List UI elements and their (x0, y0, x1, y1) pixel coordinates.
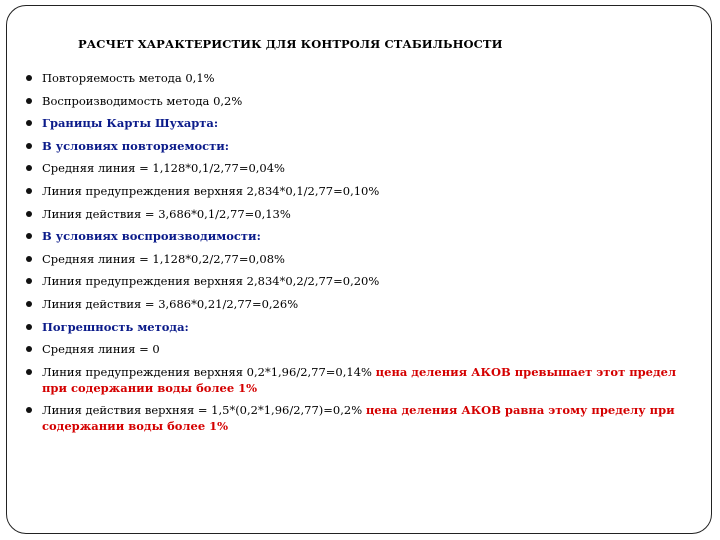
bullet-icon (26, 143, 32, 149)
bullet-text: Средняя линия = 1,128*0,2/2,77=0,08% (42, 251, 285, 266)
bullet-icon (26, 120, 32, 126)
list-item (24, 319, 692, 335)
list-item (24, 402, 692, 434)
bullet-icon (26, 369, 32, 375)
list-item (24, 364, 692, 396)
bullet-list (24, 70, 692, 441)
bullet-text: Средняя линия = 0 (42, 342, 160, 357)
list-item (24, 273, 692, 289)
list-item (24, 93, 692, 109)
bullet-icon (26, 233, 32, 239)
bullet-icon (26, 346, 32, 352)
bullet-text: Линия действия верхняя = 1,5*(0,2*1,96/2,77)=0,2% (42, 403, 363, 418)
bullet-text: Линия действия = 3,686*0,1/2,77=0,13% (42, 206, 291, 221)
list-item (24, 70, 692, 86)
list-item (24, 206, 692, 222)
bullet-text: Повторяемость метода 0,1% (42, 71, 215, 85)
bullet-text: Линия действия = 3,686*0,21/2,77=0,26% (42, 296, 299, 311)
bullet-text: Линия предупреждения верхняя 0,2*1,96/2,77=0,14% (42, 364, 372, 379)
list-item (24, 296, 692, 312)
bullet-note: цена деления АКОВ равна этому пределу при содержании воды более 1% (42, 403, 675, 434)
bullet-icon (26, 165, 32, 171)
list-item (24, 160, 692, 176)
bullet-icon (26, 301, 32, 307)
bullet-text: Линия предупреждения верхняя 2,834*0,1/2,77=0,10% (42, 183, 380, 198)
list-item (24, 251, 692, 267)
list-item (24, 341, 692, 357)
bullet-icon (26, 324, 32, 330)
bullet-text: Границы Карты Шухарта: (42, 116, 219, 131)
bullet-icon (26, 75, 32, 81)
bullet-icon (26, 211, 32, 217)
bullet-icon (26, 278, 32, 284)
list-item (24, 115, 692, 131)
bullet-text: Средняя линия = 1,128*0,1/2,77=0,04% (42, 161, 285, 176)
bullet-icon (26, 98, 32, 104)
bullet-icon (26, 188, 32, 194)
bullet-note: цена деления АКОВ превышает этот предел при содержании воды более 1% (42, 364, 677, 395)
bullet-icon (26, 407, 32, 413)
list-item (24, 138, 692, 154)
bullet-text: В условиях воспроизводимости: (42, 229, 261, 244)
slide-title: РАСЧЕТ ХАРАКТЕРИСТИК ДЛЯ КОНТРОЛЯ СТАБИЛЬНОСТИ (78, 37, 503, 51)
bullet-text: Линия предупреждения верхняя 2,834*0,2/2,77=0,20% (42, 274, 380, 289)
list-item (24, 183, 692, 199)
bullet-text: В условиях повторяемости: (42, 138, 230, 153)
bullet-text: Воспроизводимость метода 0,2% (42, 93, 243, 108)
list-item (24, 228, 692, 244)
bullet-text: Погрешность метода: (42, 319, 189, 334)
bullet-icon (26, 256, 32, 262)
